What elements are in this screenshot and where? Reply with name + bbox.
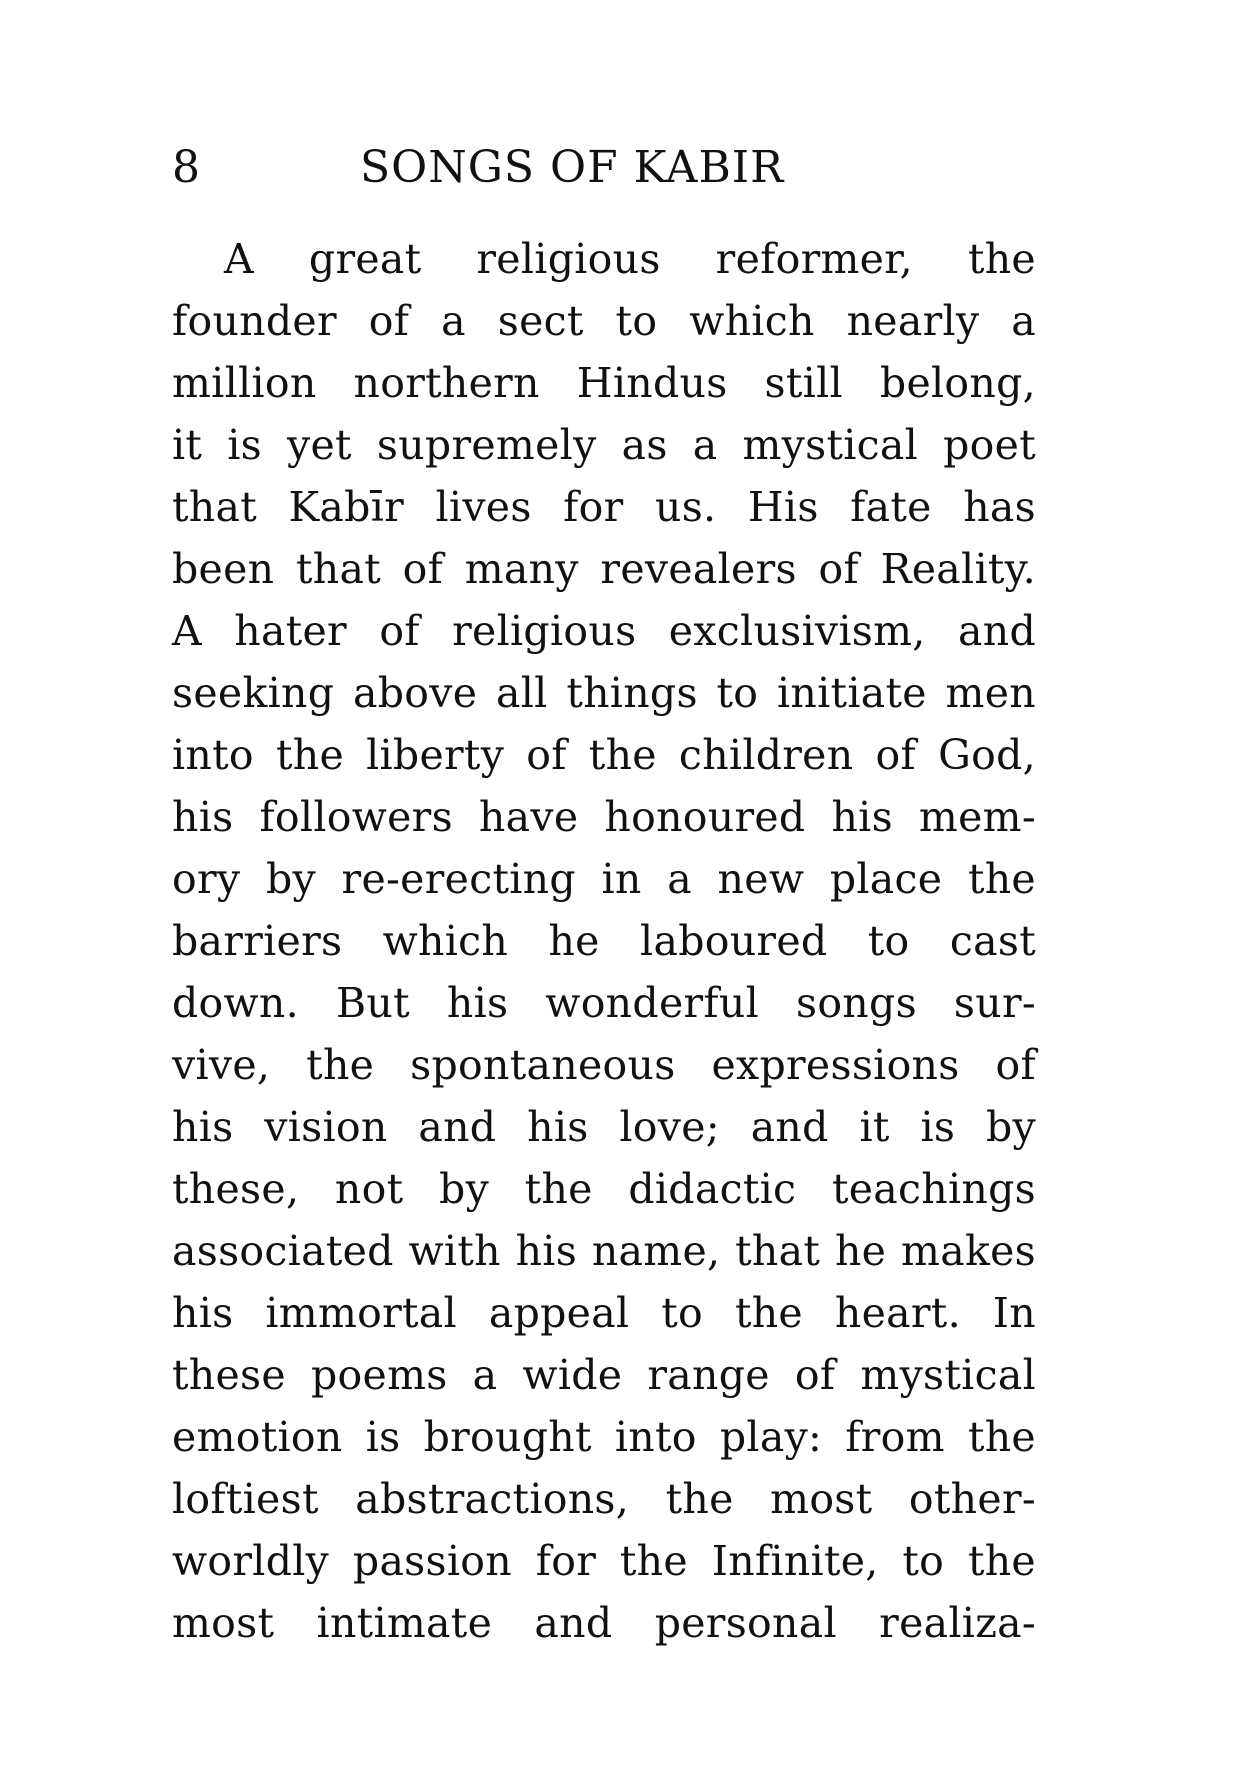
- running-head: [172, 138, 872, 198]
- text-line: his immortal appeal to the heart. In: [172, 1289, 1036, 1337]
- text-line: these, not by the didactic teachings: [172, 1165, 1036, 1213]
- body-paragraph: [172, 228, 1036, 1654]
- text-line: loftiest abstractions, the most other-: [172, 1475, 1036, 1523]
- text-line: million northern Hindus still belong,: [172, 359, 1036, 407]
- text-line: barriers which he laboured to cast: [172, 917, 1036, 965]
- running-title: SONGS OF KABIR: [360, 142, 785, 193]
- text-line: these poems a wide range of mystical: [172, 1351, 1036, 1399]
- text-line: seeking above all things to initiate men: [172, 669, 1036, 717]
- text-line: his followers have honoured his mem-: [172, 793, 1036, 841]
- page-number: 8: [172, 142, 200, 193]
- text-line: worldly passion for the Infinite, to the: [172, 1537, 1036, 1585]
- text-line: down. But his wonderful songs sur-: [172, 979, 1036, 1027]
- text-line: associated with his name, that he makes: [172, 1227, 1036, 1275]
- text-line: founder of a sect to which nearly a: [172, 297, 1036, 345]
- text-line: most intimate and personal realiza-: [172, 1599, 1036, 1647]
- text-line: it is yet supremely as a mystical poet: [172, 421, 1036, 469]
- text-line: into the liberty of the children of God,: [172, 731, 1036, 779]
- text-line: been that of many revealers of Reality.: [172, 545, 1036, 593]
- text-line: vive, the spontaneous expressions of: [172, 1041, 1036, 1089]
- text-line: ory by re-erecting in a new place the: [172, 855, 1036, 903]
- text-line: A hater of religious exclusivism, and: [172, 607, 1036, 655]
- text-line: A great religious reformer, the: [224, 235, 1036, 283]
- text-line: his vision and his love; and it is by: [172, 1103, 1036, 1151]
- text-line: that Kabīr lives for us. His fate has: [172, 483, 1036, 531]
- text-line: emotion is brought into play: from the: [172, 1413, 1036, 1461]
